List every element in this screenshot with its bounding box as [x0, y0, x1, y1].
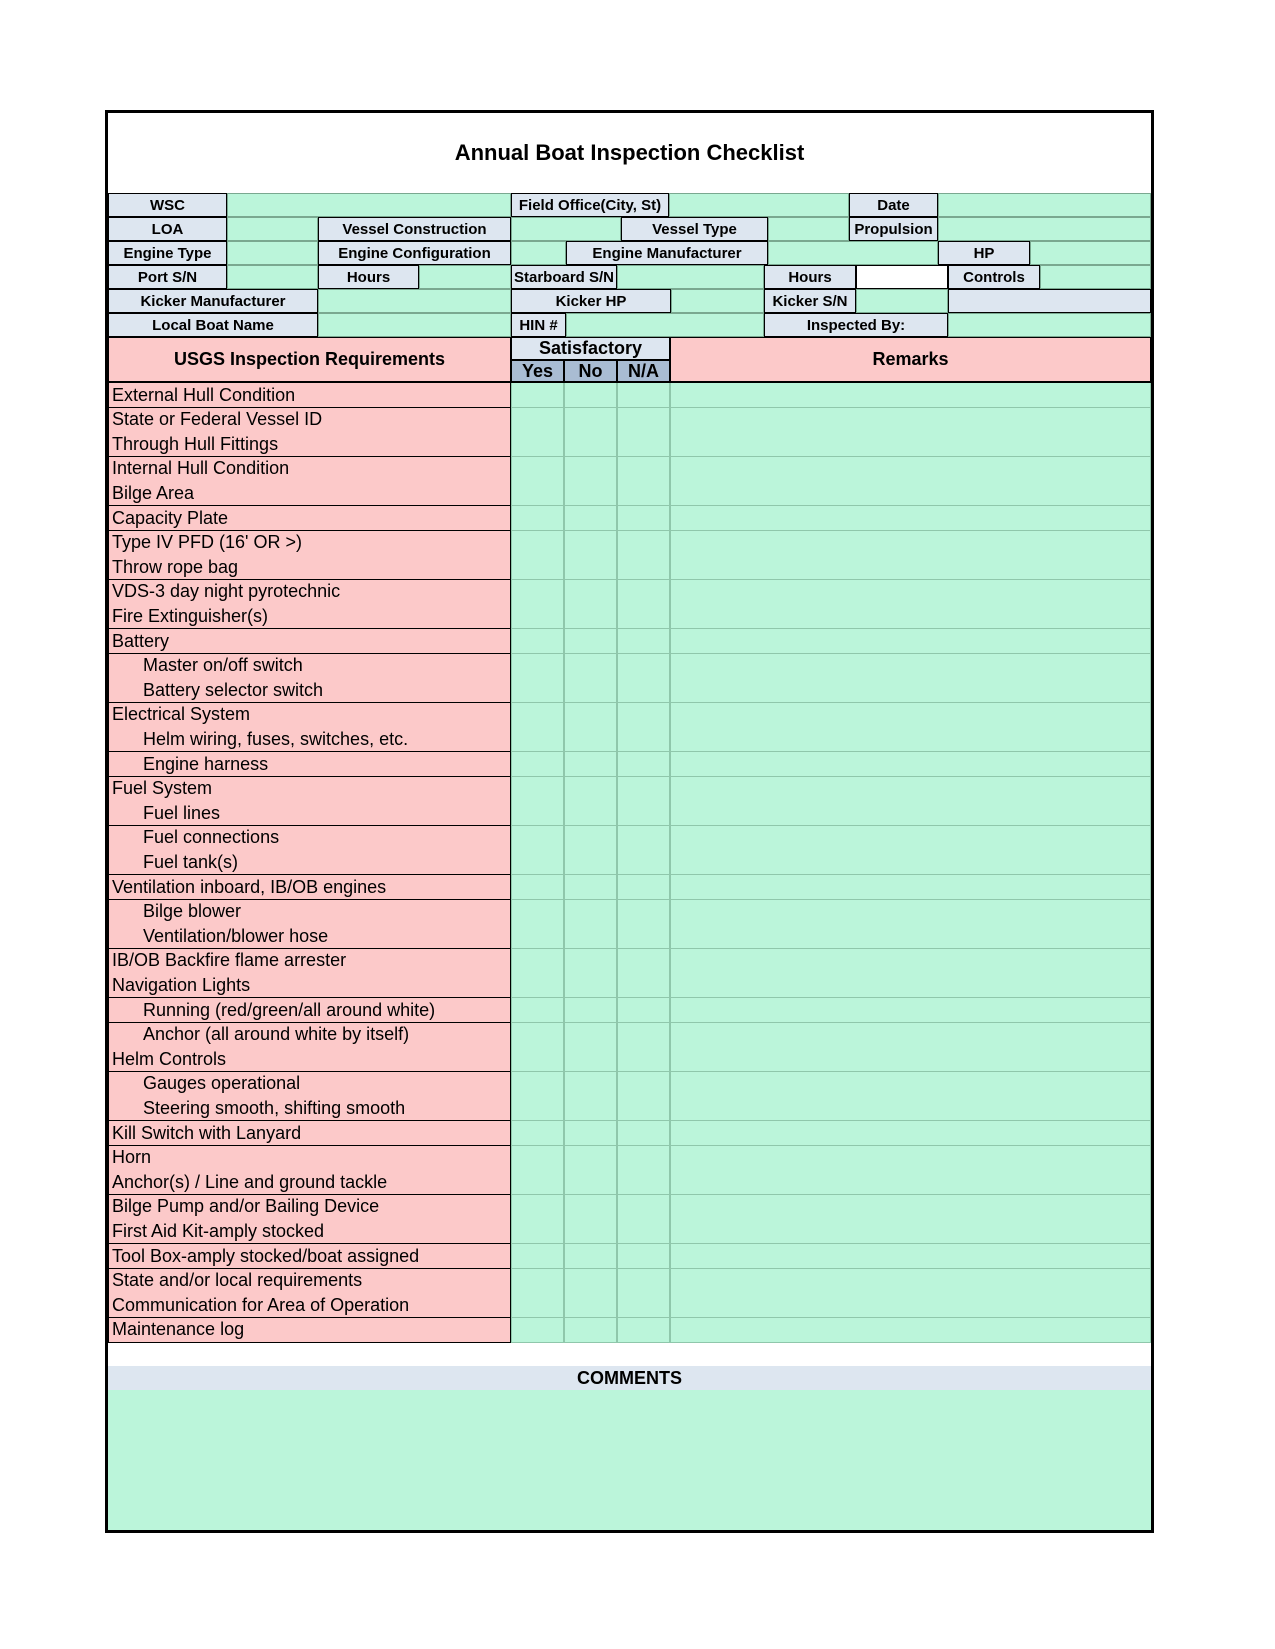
loa-label: LOA — [108, 217, 227, 241]
requirement-label: Helm Controls — [108, 1047, 511, 1072]
hp-label: HP — [938, 241, 1030, 265]
na-cell[interactable] — [617, 1195, 670, 1220]
yes-cell[interactable] — [511, 678, 564, 703]
remarks-cell[interactable] — [670, 1047, 1151, 1072]
requirement-label: Fuel System — [108, 777, 511, 802]
satisfactory-header: Satisfactory — [511, 337, 670, 360]
requirement-label: Internal Hull Condition — [108, 457, 511, 482]
remarks-cell[interactable] — [670, 1195, 1151, 1220]
na-cell[interactable] — [617, 1146, 670, 1171]
yes-cell[interactable] — [511, 875, 564, 900]
na-cell[interactable] — [617, 1072, 670, 1097]
propulsion-label: Propulsion — [849, 217, 938, 241]
requirement-label: Engine harness — [108, 752, 511, 777]
na-cell[interactable] — [617, 1293, 670, 1318]
kicker-manufacturer-field[interactable] — [318, 289, 511, 313]
no-cell[interactable] — [564, 727, 617, 752]
remarks-cell[interactable] — [670, 1293, 1151, 1318]
no-cell[interactable] — [564, 1072, 617, 1097]
loa-field[interactable] — [227, 217, 318, 241]
requirement-label: Steering smooth, shifting smooth — [108, 1096, 511, 1121]
engine-configuration-label: Engine Configuration — [318, 241, 511, 265]
remarks-cell[interactable] — [670, 432, 1151, 457]
yes-cell[interactable] — [511, 408, 564, 433]
requirements-header: USGS Inspection Requirements — [108, 337, 511, 383]
yes-cell[interactable] — [511, 383, 564, 408]
na-cell[interactable] — [617, 408, 670, 433]
no-cell[interactable] — [564, 875, 617, 900]
yes-cell[interactable] — [511, 703, 564, 728]
yes-cell[interactable] — [511, 629, 564, 654]
na-cell[interactable] — [617, 973, 670, 998]
remarks-cell[interactable] — [670, 408, 1151, 433]
remarks-cell[interactable] — [670, 678, 1151, 703]
yes-cell[interactable] — [511, 481, 564, 506]
na-cell[interactable] — [617, 924, 670, 949]
requirement-label: Maintenance log — [108, 1318, 511, 1343]
no-cell[interactable] — [564, 900, 617, 925]
controls-field[interactable] — [1040, 265, 1151, 289]
remarks-cell[interactable] — [670, 727, 1151, 752]
no-cell[interactable] — [564, 826, 617, 851]
na-header: N/A — [617, 360, 670, 383]
requirement-label: Ventilation/blower hose — [108, 924, 511, 949]
kicker-hp-field[interactable] — [671, 289, 764, 313]
na-cell[interactable] — [617, 1121, 670, 1146]
hours-port-field[interactable] — [419, 265, 511, 289]
kicker-sn-label: Kicker S/N — [764, 289, 856, 313]
na-cell[interactable] — [617, 1096, 670, 1121]
no-cell[interactable] — [564, 1170, 617, 1195]
na-cell[interactable] — [617, 555, 670, 580]
no-cell[interactable] — [564, 752, 617, 777]
yes-cell[interactable] — [511, 1293, 564, 1318]
kicker-extra-field[interactable] — [948, 289, 1151, 313]
na-cell[interactable] — [617, 1170, 670, 1195]
vessel-construction-label: Vessel Construction — [318, 217, 511, 241]
na-cell[interactable] — [617, 826, 670, 851]
requirement-label: VDS-3 day night pyrotechnic — [108, 580, 511, 605]
no-cell[interactable] — [564, 1023, 617, 1048]
remarks-cell[interactable] — [670, 1121, 1151, 1146]
na-cell[interactable] — [617, 752, 670, 777]
requirement-label: Throw rope bag — [108, 555, 511, 580]
inspection-checklist-sheet — [105, 110, 1154, 1533]
na-cell[interactable] — [617, 580, 670, 605]
remarks-cell[interactable] — [670, 875, 1151, 900]
no-cell[interactable] — [564, 629, 617, 654]
requirement-label: Fuel lines — [108, 801, 511, 826]
remarks-cell[interactable] — [670, 998, 1151, 1023]
yes-cell[interactable] — [511, 432, 564, 457]
remarks-cell[interactable] — [670, 777, 1151, 802]
no-cell[interactable] — [564, 1195, 617, 1220]
remarks-cell[interactable] — [670, 654, 1151, 679]
remarks-cell[interactable] — [670, 924, 1151, 949]
no-cell[interactable] — [564, 531, 617, 556]
remarks-cell[interactable] — [670, 1318, 1151, 1343]
yes-cell[interactable] — [511, 1047, 564, 1072]
na-cell[interactable] — [617, 900, 670, 925]
yes-cell[interactable] — [511, 1170, 564, 1195]
remarks-cell[interactable] — [670, 1219, 1151, 1244]
yes-cell[interactable] — [511, 1195, 564, 1220]
propulsion-field[interactable] — [938, 217, 1151, 241]
no-cell[interactable] — [564, 850, 617, 875]
yes-cell[interactable] — [511, 752, 564, 777]
requirement-label: Fire Extinguisher(s) — [108, 604, 511, 629]
requirement-label: External Hull Condition — [108, 383, 511, 408]
na-cell[interactable] — [617, 1269, 670, 1294]
remarks-cell[interactable] — [670, 703, 1151, 728]
no-cell[interactable] — [564, 1146, 617, 1171]
na-cell[interactable] — [617, 850, 670, 875]
na-cell[interactable] — [617, 506, 670, 531]
remarks-cell[interactable] — [670, 1170, 1151, 1195]
na-cell[interactable] — [617, 629, 670, 654]
yes-cell[interactable] — [511, 604, 564, 629]
remarks-cell[interactable] — [670, 604, 1151, 629]
requirement-label: Tool Box-amply stocked/boat assigned — [108, 1244, 511, 1269]
no-cell[interactable] — [564, 1121, 617, 1146]
kicker-hp-label: Kicker HP — [511, 289, 671, 313]
inspected-by-label: Inspected By: — [764, 313, 948, 337]
remarks-cell[interactable] — [670, 949, 1151, 974]
no-cell[interactable] — [564, 481, 617, 506]
no-cell[interactable] — [564, 408, 617, 433]
comments-header: COMMENTS — [108, 1366, 1151, 1391]
kicker-manufacturer-label: Kicker Manufacturer — [108, 289, 318, 313]
yes-cell[interactable] — [511, 1318, 564, 1343]
local-boat-name-label: Local Boat Name — [108, 313, 318, 337]
no-cell[interactable] — [564, 1269, 617, 1294]
remarks-cell[interactable] — [670, 629, 1151, 654]
no-cell[interactable] — [564, 654, 617, 679]
requirement-label: Battery — [108, 629, 511, 654]
no-cell[interactable] — [564, 973, 617, 998]
requirement-label: Bilge Area — [108, 481, 511, 506]
no-cell[interactable] — [564, 777, 617, 802]
na-cell[interactable] — [617, 678, 670, 703]
controls-label: Controls — [948, 265, 1040, 289]
no-cell[interactable] — [564, 998, 617, 1023]
requirement-label: First Aid Kit-amply stocked — [108, 1219, 511, 1244]
na-cell[interactable] — [617, 457, 670, 482]
local-boat-name-field[interactable] — [318, 313, 511, 337]
requirement-label: Gauges operational — [108, 1072, 511, 1097]
na-cell[interactable] — [617, 1047, 670, 1072]
remarks-cell[interactable] — [670, 1244, 1151, 1269]
requirement-label: Anchor(s) / Line and ground tackle — [108, 1170, 511, 1195]
requirement-label: Horn — [108, 1146, 511, 1171]
no-cell[interactable] — [564, 1047, 617, 1072]
hours-starboard-label: Hours — [764, 265, 856, 289]
remarks-header: Remarks — [670, 337, 1151, 383]
remarks-cell[interactable] — [670, 1269, 1151, 1294]
na-cell[interactable] — [617, 1023, 670, 1048]
field-office-label: Field Office(City, St) — [511, 193, 669, 217]
yes-cell[interactable] — [511, 973, 564, 998]
remarks-cell[interactable] — [670, 506, 1151, 531]
na-cell[interactable] — [617, 703, 670, 728]
no-cell[interactable] — [564, 555, 617, 580]
yes-cell[interactable] — [511, 1072, 564, 1097]
vessel-type-label: Vessel Type — [621, 217, 768, 241]
comments-field[interactable] — [108, 1390, 1151, 1530]
remarks-cell[interactable] — [670, 383, 1151, 408]
kicker-sn-field[interactable] — [856, 289, 948, 313]
yes-cell[interactable] — [511, 727, 564, 752]
no-cell[interactable] — [564, 678, 617, 703]
field-office-field[interactable] — [669, 193, 849, 217]
yes-cell[interactable] — [511, 654, 564, 679]
yes-cell[interactable] — [511, 850, 564, 875]
requirement-label: Master on/off switch — [108, 654, 511, 679]
no-cell[interactable] — [564, 1219, 617, 1244]
yes-cell[interactable] — [511, 531, 564, 556]
na-cell[interactable] — [617, 777, 670, 802]
requirement-label: Capacity Plate — [108, 506, 511, 531]
yes-cell[interactable] — [511, 777, 564, 802]
remarks-cell[interactable] — [670, 850, 1151, 875]
requirement-label: Kill Switch with Lanyard — [108, 1121, 511, 1146]
na-cell[interactable] — [617, 654, 670, 679]
remarks-cell[interactable] — [670, 1096, 1151, 1121]
vessel-type-field[interactable] — [768, 217, 849, 241]
na-cell[interactable] — [617, 531, 670, 556]
no-cell[interactable] — [564, 604, 617, 629]
remarks-cell[interactable] — [670, 555, 1151, 580]
yes-cell[interactable] — [511, 506, 564, 531]
remarks-cell[interactable] — [670, 752, 1151, 777]
remarks-cell[interactable] — [670, 1072, 1151, 1097]
starboard-sn-field[interactable] — [617, 265, 764, 289]
vessel-construction-field[interactable] — [511, 217, 621, 241]
remarks-cell[interactable] — [670, 826, 1151, 851]
inspected-by-field[interactable] — [948, 313, 1151, 337]
hours-port-label: Hours — [318, 265, 419, 289]
na-cell[interactable] — [617, 1244, 670, 1269]
yes-cell[interactable] — [511, 1146, 564, 1171]
yes-cell[interactable] — [511, 998, 564, 1023]
engine-type-field[interactable] — [227, 241, 318, 265]
yes-cell[interactable] — [511, 1121, 564, 1146]
requirement-label: Battery selector switch — [108, 678, 511, 703]
remarks-cell[interactable] — [670, 531, 1151, 556]
engine-configuration-field[interactable] — [511, 241, 566, 265]
na-cell[interactable] — [617, 727, 670, 752]
no-cell[interactable] — [564, 924, 617, 949]
requirement-label: Anchor (all around white by itself) — [108, 1023, 511, 1048]
date-field[interactable] — [938, 193, 1151, 217]
yes-cell[interactable] — [511, 801, 564, 826]
remarks-cell[interactable] — [670, 1146, 1151, 1171]
na-cell[interactable] — [617, 949, 670, 974]
no-cell[interactable] — [564, 703, 617, 728]
hin-label: HIN # — [511, 313, 566, 337]
na-cell[interactable] — [617, 998, 670, 1023]
requirement-label: IB/OB Backfire flame arrester — [108, 949, 511, 974]
no-cell[interactable] — [564, 801, 617, 826]
requirement-label: Fuel tank(s) — [108, 850, 511, 875]
hin-field[interactable] — [566, 313, 764, 337]
na-cell[interactable] — [617, 875, 670, 900]
hp-field[interactable] — [1030, 241, 1151, 265]
yes-cell[interactable] — [511, 949, 564, 974]
na-cell[interactable] — [617, 604, 670, 629]
yes-cell[interactable] — [511, 555, 564, 580]
remarks-cell[interactable] — [670, 973, 1151, 998]
engine-manufacturer-label: Engine Manufacturer — [566, 241, 768, 265]
page-title: Annual Boat Inspection Checklist — [108, 113, 1151, 196]
no-cell[interactable] — [564, 506, 617, 531]
engine-manufacturer-field[interactable] — [768, 241, 938, 265]
port-sn-label: Port S/N — [108, 265, 227, 289]
requirement-label: Fuel connections — [108, 826, 511, 851]
no-cell[interactable] — [564, 1244, 617, 1269]
yes-cell[interactable] — [511, 580, 564, 605]
wsc-label: WSC — [108, 193, 227, 217]
yes-cell[interactable] — [511, 1219, 564, 1244]
no-cell[interactable] — [564, 1096, 617, 1121]
no-cell[interactable] — [564, 949, 617, 974]
na-cell[interactable] — [617, 481, 670, 506]
requirement-label: Ventilation inboard, IB/OB engines — [108, 875, 511, 900]
no-cell[interactable] — [564, 580, 617, 605]
remarks-cell[interactable] — [670, 1023, 1151, 1048]
yes-cell[interactable] — [511, 1244, 564, 1269]
no-header: No — [564, 360, 617, 383]
yes-header: Yes — [511, 360, 564, 383]
yes-cell[interactable] — [511, 1269, 564, 1294]
na-cell[interactable] — [617, 1219, 670, 1244]
wsc-field[interactable] — [227, 193, 511, 217]
requirement-label: Through Hull Fittings — [108, 432, 511, 457]
yes-cell[interactable] — [511, 457, 564, 482]
requirement-label: Bilge Pump and/or Bailing Device — [108, 1195, 511, 1220]
yes-cell[interactable] — [511, 1096, 564, 1121]
no-cell[interactable] — [564, 383, 617, 408]
hours-starboard-field[interactable] — [856, 265, 948, 289]
remarks-cell[interactable] — [670, 580, 1151, 605]
port-sn-field[interactable] — [227, 265, 318, 289]
requirement-label: State and/or local requirements — [108, 1269, 511, 1294]
remarks-cell[interactable] — [670, 481, 1151, 506]
requirement-label: Running (red/green/all around white) — [108, 998, 511, 1023]
starboard-sn-label: Starboard S/N — [511, 265, 617, 289]
requirement-label: Type IV PFD (16' OR >) — [108, 531, 511, 556]
yes-cell[interactable] — [511, 826, 564, 851]
no-cell[interactable] — [564, 432, 617, 457]
requirement-label: Electrical System — [108, 703, 511, 728]
yes-cell[interactable] — [511, 900, 564, 925]
remarks-cell[interactable] — [670, 900, 1151, 925]
requirement-label: Bilge blower — [108, 900, 511, 925]
requirement-label: State or Federal Vessel ID — [108, 408, 511, 433]
engine-type-label: Engine Type — [108, 241, 227, 265]
na-cell[interactable] — [617, 801, 670, 826]
na-cell[interactable] — [617, 1318, 670, 1343]
yes-cell[interactable] — [511, 924, 564, 949]
requirement-label: Helm wiring, fuses, switches, etc. — [108, 727, 511, 752]
no-cell[interactable] — [564, 1293, 617, 1318]
remarks-cell[interactable] — [670, 457, 1151, 482]
requirement-label: Communication for Area of Operation — [108, 1293, 511, 1318]
remarks-cell[interactable] — [670, 801, 1151, 826]
yes-cell[interactable] — [511, 1023, 564, 1048]
requirement-label: Navigation Lights — [108, 973, 511, 998]
no-cell[interactable] — [564, 1318, 617, 1343]
no-cell[interactable] — [564, 457, 617, 482]
na-cell[interactable] — [617, 383, 670, 408]
na-cell[interactable] — [617, 432, 670, 457]
date-label: Date — [849, 193, 938, 217]
